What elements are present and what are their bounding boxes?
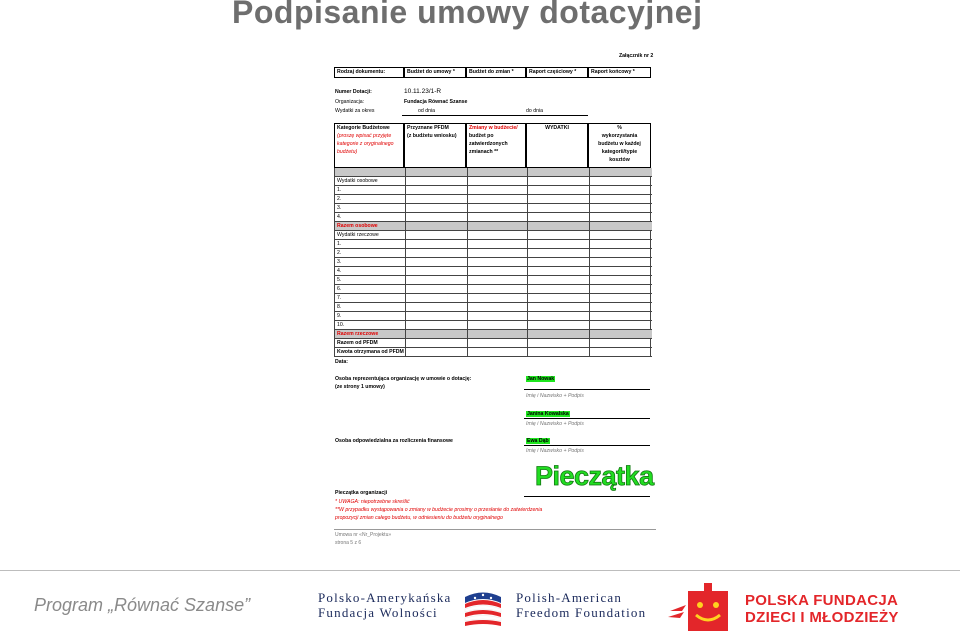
- signer-name: [526, 376, 555, 382]
- organization-name: Fundacja Równać Szanse: [404, 99, 468, 105]
- header-granted-line: (z budżetu wniosku): [407, 133, 457, 139]
- header-categories: [334, 123, 404, 168]
- table-row: [335, 168, 652, 177]
- pfdm-child-logo-icon: [668, 581, 734, 633]
- header-percent: [588, 123, 651, 168]
- date-label: Data:: [335, 359, 348, 365]
- header-percent-line: wykorzystania: [601, 133, 638, 139]
- grant-number: 10.11.23/1-R: [404, 88, 442, 95]
- table-row-label: Razem rzeczowe: [337, 331, 379, 337]
- period-label: Wydatki za okres: [335, 108, 375, 114]
- table-row: [335, 177, 652, 186]
- table-row-label: Kwota otrzymana od PFDM: [337, 349, 404, 355]
- grant-report-form: [332, 50, 658, 555]
- note-text: propozycji zmian całego budżetu, w odniesieniu do budżetu oryginalnego: [335, 515, 503, 521]
- table-row-label: 10.: [337, 322, 345, 328]
- doc-type-option: Raport częściowy *: [526, 67, 588, 78]
- table-row-label: Wydatki rzeczowe: [337, 232, 379, 238]
- signer-name: [526, 438, 550, 444]
- period-to-label: do dnia: [526, 108, 544, 114]
- stamp-placeholder: Pieczątka: [535, 461, 654, 491]
- page-footer-contract: Umowa nr «Nr_Projektu»: [335, 532, 392, 538]
- table-row: [335, 312, 652, 321]
- organization-label: Organizacja:: [335, 99, 365, 105]
- signature-line: [524, 445, 650, 446]
- pfdm-line: DZIECI I MŁODZIEŻY: [745, 609, 899, 626]
- table-row: [335, 222, 652, 231]
- signer-name-highlight: Ewa Dąb: [527, 438, 549, 444]
- grant-number-label: Numer Dotacji:: [335, 89, 372, 95]
- header-changes-line: zatwierdzonych: [469, 141, 508, 147]
- table-row: [335, 249, 652, 258]
- table-row: [335, 321, 652, 330]
- table-row-label: 3.: [337, 259, 342, 265]
- table-row-label: Razem od PFDM: [337, 340, 378, 346]
- signer-name-highlight: Janina Kowalska: [527, 411, 569, 417]
- table-row: [335, 213, 652, 222]
- period-line: [402, 115, 588, 116]
- header-categories-note: budżetu): [337, 149, 358, 155]
- stamp-line: [524, 496, 650, 497]
- finance-label: Osoba odpowiedzialna za rozliczenia finansowe: [335, 438, 453, 444]
- period-from-label: od dnia: [418, 108, 436, 114]
- slide-title: Podpisanie umowy dotacyjnej: [232, 0, 703, 30]
- pawf-logo-text: [318, 590, 452, 620]
- attachment-label: Załącznik nr 2: [619, 53, 654, 59]
- doc-type-option: Budżet do umowy *: [404, 67, 466, 78]
- table-row-label: 1.: [337, 187, 342, 193]
- header-categories-note: kategorie z oryginalnego: [337, 141, 394, 147]
- table-column-divider: [467, 168, 468, 357]
- pawf-line: Polsko-Amerykańska: [318, 590, 452, 605]
- table-row-label: 6.: [337, 286, 342, 292]
- budget-table: [334, 168, 651, 357]
- table-row: [335, 240, 652, 249]
- table-row-label: 9.: [337, 313, 342, 319]
- page-footer-page: strona 5 z 6: [335, 540, 362, 546]
- table-row: [335, 348, 652, 357]
- table-row: [335, 294, 652, 303]
- table-row: [335, 285, 652, 294]
- representative-label: Osoba reprezentująca organizację w umowie o dotację:: [335, 376, 472, 382]
- signature-line: [524, 389, 650, 390]
- header-changes-line: zmianach **: [469, 149, 499, 155]
- signer-name: [526, 411, 570, 417]
- signature-line: [524, 418, 650, 419]
- table-row: [335, 267, 652, 276]
- table-row-label: 2.: [337, 250, 342, 256]
- table-row-label: 7.: [337, 295, 342, 301]
- representative-sublabel: (ze strony 1 umowy): [335, 384, 385, 390]
- table-column-divider: [405, 168, 406, 357]
- signer-name-highlight: Jan Nowak: [527, 376, 555, 382]
- header-categories-note: (proszę wpisać przyjęte: [337, 133, 392, 139]
- table-row-label: Wydatki osobowe: [337, 178, 378, 184]
- table-row: [335, 339, 652, 348]
- table-row-label: Razem osobowe: [337, 223, 378, 229]
- pfdm-line: POLSKA FUNDACJA: [745, 592, 899, 609]
- header-percent-line: kosztów: [609, 157, 630, 163]
- table-row-label: 3.: [337, 205, 342, 211]
- table-row: [335, 195, 652, 204]
- pfdm-logo-text: [745, 592, 899, 626]
- table-row-label: 2.: [337, 196, 342, 202]
- table-row-label: 4.: [337, 268, 342, 274]
- table-column-divider: [527, 168, 528, 357]
- header-expenses: WYDATKI: [526, 123, 588, 168]
- table-row: [335, 303, 652, 312]
- header-percent-line: %: [617, 125, 622, 131]
- header-percent-line: kategorii/typie: [601, 149, 638, 155]
- header-granted: [404, 123, 466, 168]
- table-row-label: 8.: [337, 304, 342, 310]
- note-text: * UWAGA: niepotrzebne skreślić: [335, 499, 410, 505]
- program-name: Program „Równać Szanse”: [34, 595, 251, 615]
- header-changes-line: budżet po: [469, 133, 494, 139]
- header-categories-title: Kategorie Budżetowe: [337, 125, 390, 131]
- stamp-label: Pieczątka organizacji: [335, 490, 388, 496]
- signature-caption: Imię i Nazwisko + Podpis: [526, 448, 584, 454]
- table-row: [335, 330, 652, 339]
- paff-logo-text: [516, 590, 646, 620]
- table-row: [335, 186, 652, 195]
- header-percent-line: budżetu w każdej: [598, 141, 641, 147]
- doc-type-option: Raport końcowy *: [588, 67, 651, 78]
- header-changes-line: Zmiany w budżecie/: [469, 125, 518, 131]
- footer-rule: [334, 529, 656, 530]
- note-text: **W przypadku wystąpowania o zmiany w budżecie prosimy o przesłanie do zatwierdzenia: [335, 507, 543, 513]
- slide-footer: [0, 570, 960, 636]
- table-column-divider: [589, 168, 590, 357]
- paff-line: Polish-American: [516, 590, 623, 605]
- signature-caption: Imię i Nazwisko + Podpis: [526, 421, 584, 427]
- table-row: [335, 276, 652, 285]
- table-row: [335, 258, 652, 267]
- table-row: [335, 231, 652, 240]
- header-changes: [466, 123, 526, 168]
- table-row: [335, 204, 652, 213]
- paff-line: Freedom Foundation: [516, 605, 647, 620]
- doc-type-label: Rodzaj dokumentu:: [334, 67, 404, 78]
- table-row-label: 5.: [337, 277, 342, 283]
- doc-type-option: Budżet do zmian *: [466, 67, 526, 78]
- table-row-label: 1.: [337, 241, 342, 247]
- pawf-line: Fundacja Wolności: [318, 605, 438, 620]
- header-granted-line: Przyznane PFDM: [407, 125, 449, 131]
- signature-caption: Imię i Nazwisko + Podpis: [526, 393, 584, 399]
- table-row-label: 4.: [337, 214, 342, 220]
- flag-emblem-icon: [462, 589, 504, 627]
